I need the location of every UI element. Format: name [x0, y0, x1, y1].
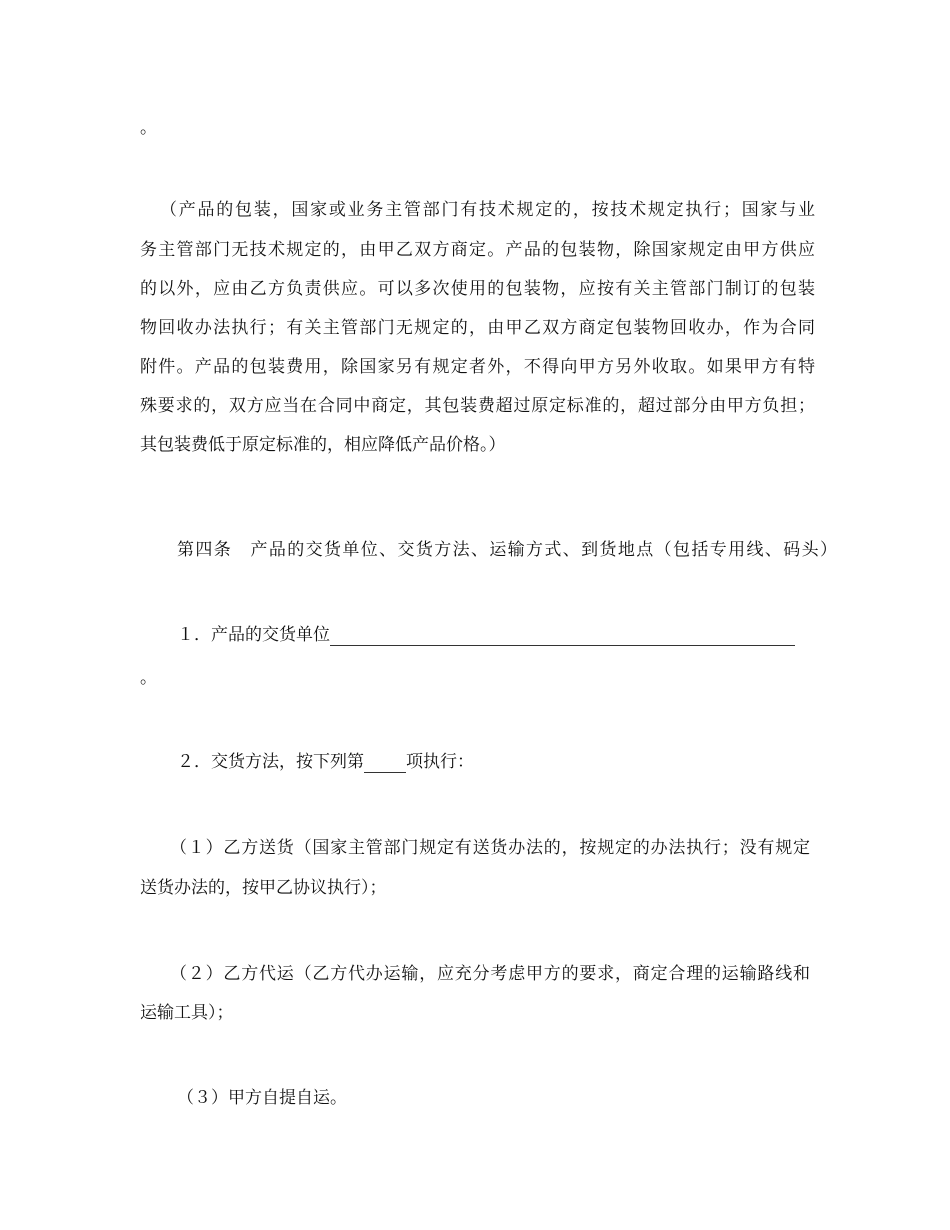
paragraph-line: 其包装费低于原定标准的，相应降低产品价格。） — [140, 435, 506, 455]
option1-line: （１）乙方送货（国家主管部门规定有送货办法的，按规定的办法执行；没有规定 — [170, 838, 810, 858]
paragraph-line: 附件。产品的包装费用，除国家另有规定者外，不得向甲方另外收取。如果甲方有特 — [140, 357, 815, 377]
item1-end: 。 — [140, 668, 157, 688]
paragraph-line: （产品的包装，国家或业务主管部门有技术规定的，按技术规定执行；国家与业 — [160, 200, 815, 220]
delivery-unit-blank[interactable] — [330, 627, 795, 646]
option-number-blank[interactable] — [364, 754, 406, 773]
paragraph-line: 物回收办法执行；有关主管部门无规定的，由甲乙双方商定包装物回收办，作为合同 — [140, 318, 815, 338]
paragraph-line: 殊要求的，双方应当在合同中商定，其包装费超过原定标准的，超过部分由甲方负担； — [140, 396, 815, 416]
item1 — [177, 624, 795, 646]
option1-line: 送货办法的，按甲乙协议执行）； — [140, 878, 387, 898]
item2-after: 项执行： — [406, 752, 474, 772]
item1-label: １．产品的交货单位 — [177, 625, 330, 645]
item2-before: ２．交货方法，按下列第 — [177, 752, 364, 772]
item2 — [177, 751, 474, 773]
option2-line: （２）乙方代运（乙方代办运输，应充分考虑甲方的要求，商定合理的运输路线和 — [170, 964, 810, 984]
option3-line: （３）甲方自提自运。 — [177, 1088, 347, 1108]
paragraph-line: 务主管部门无技术规定的，由甲乙双方商定。产品的包装物，除国家规定由甲方供应 — [140, 240, 815, 260]
article4-heading: 第四条 产品的交货单位、交货方法、运输方式、到货地点（包括专用线、码头） — [177, 540, 837, 560]
paragraph-line: 的以外，应由乙方负责供应。可以多次使用的包装物，应按有关主管部门制订的包装 — [140, 279, 815, 299]
option2-line: 运输工具）； — [140, 1003, 234, 1023]
top-fragment: 。 — [140, 118, 157, 138]
